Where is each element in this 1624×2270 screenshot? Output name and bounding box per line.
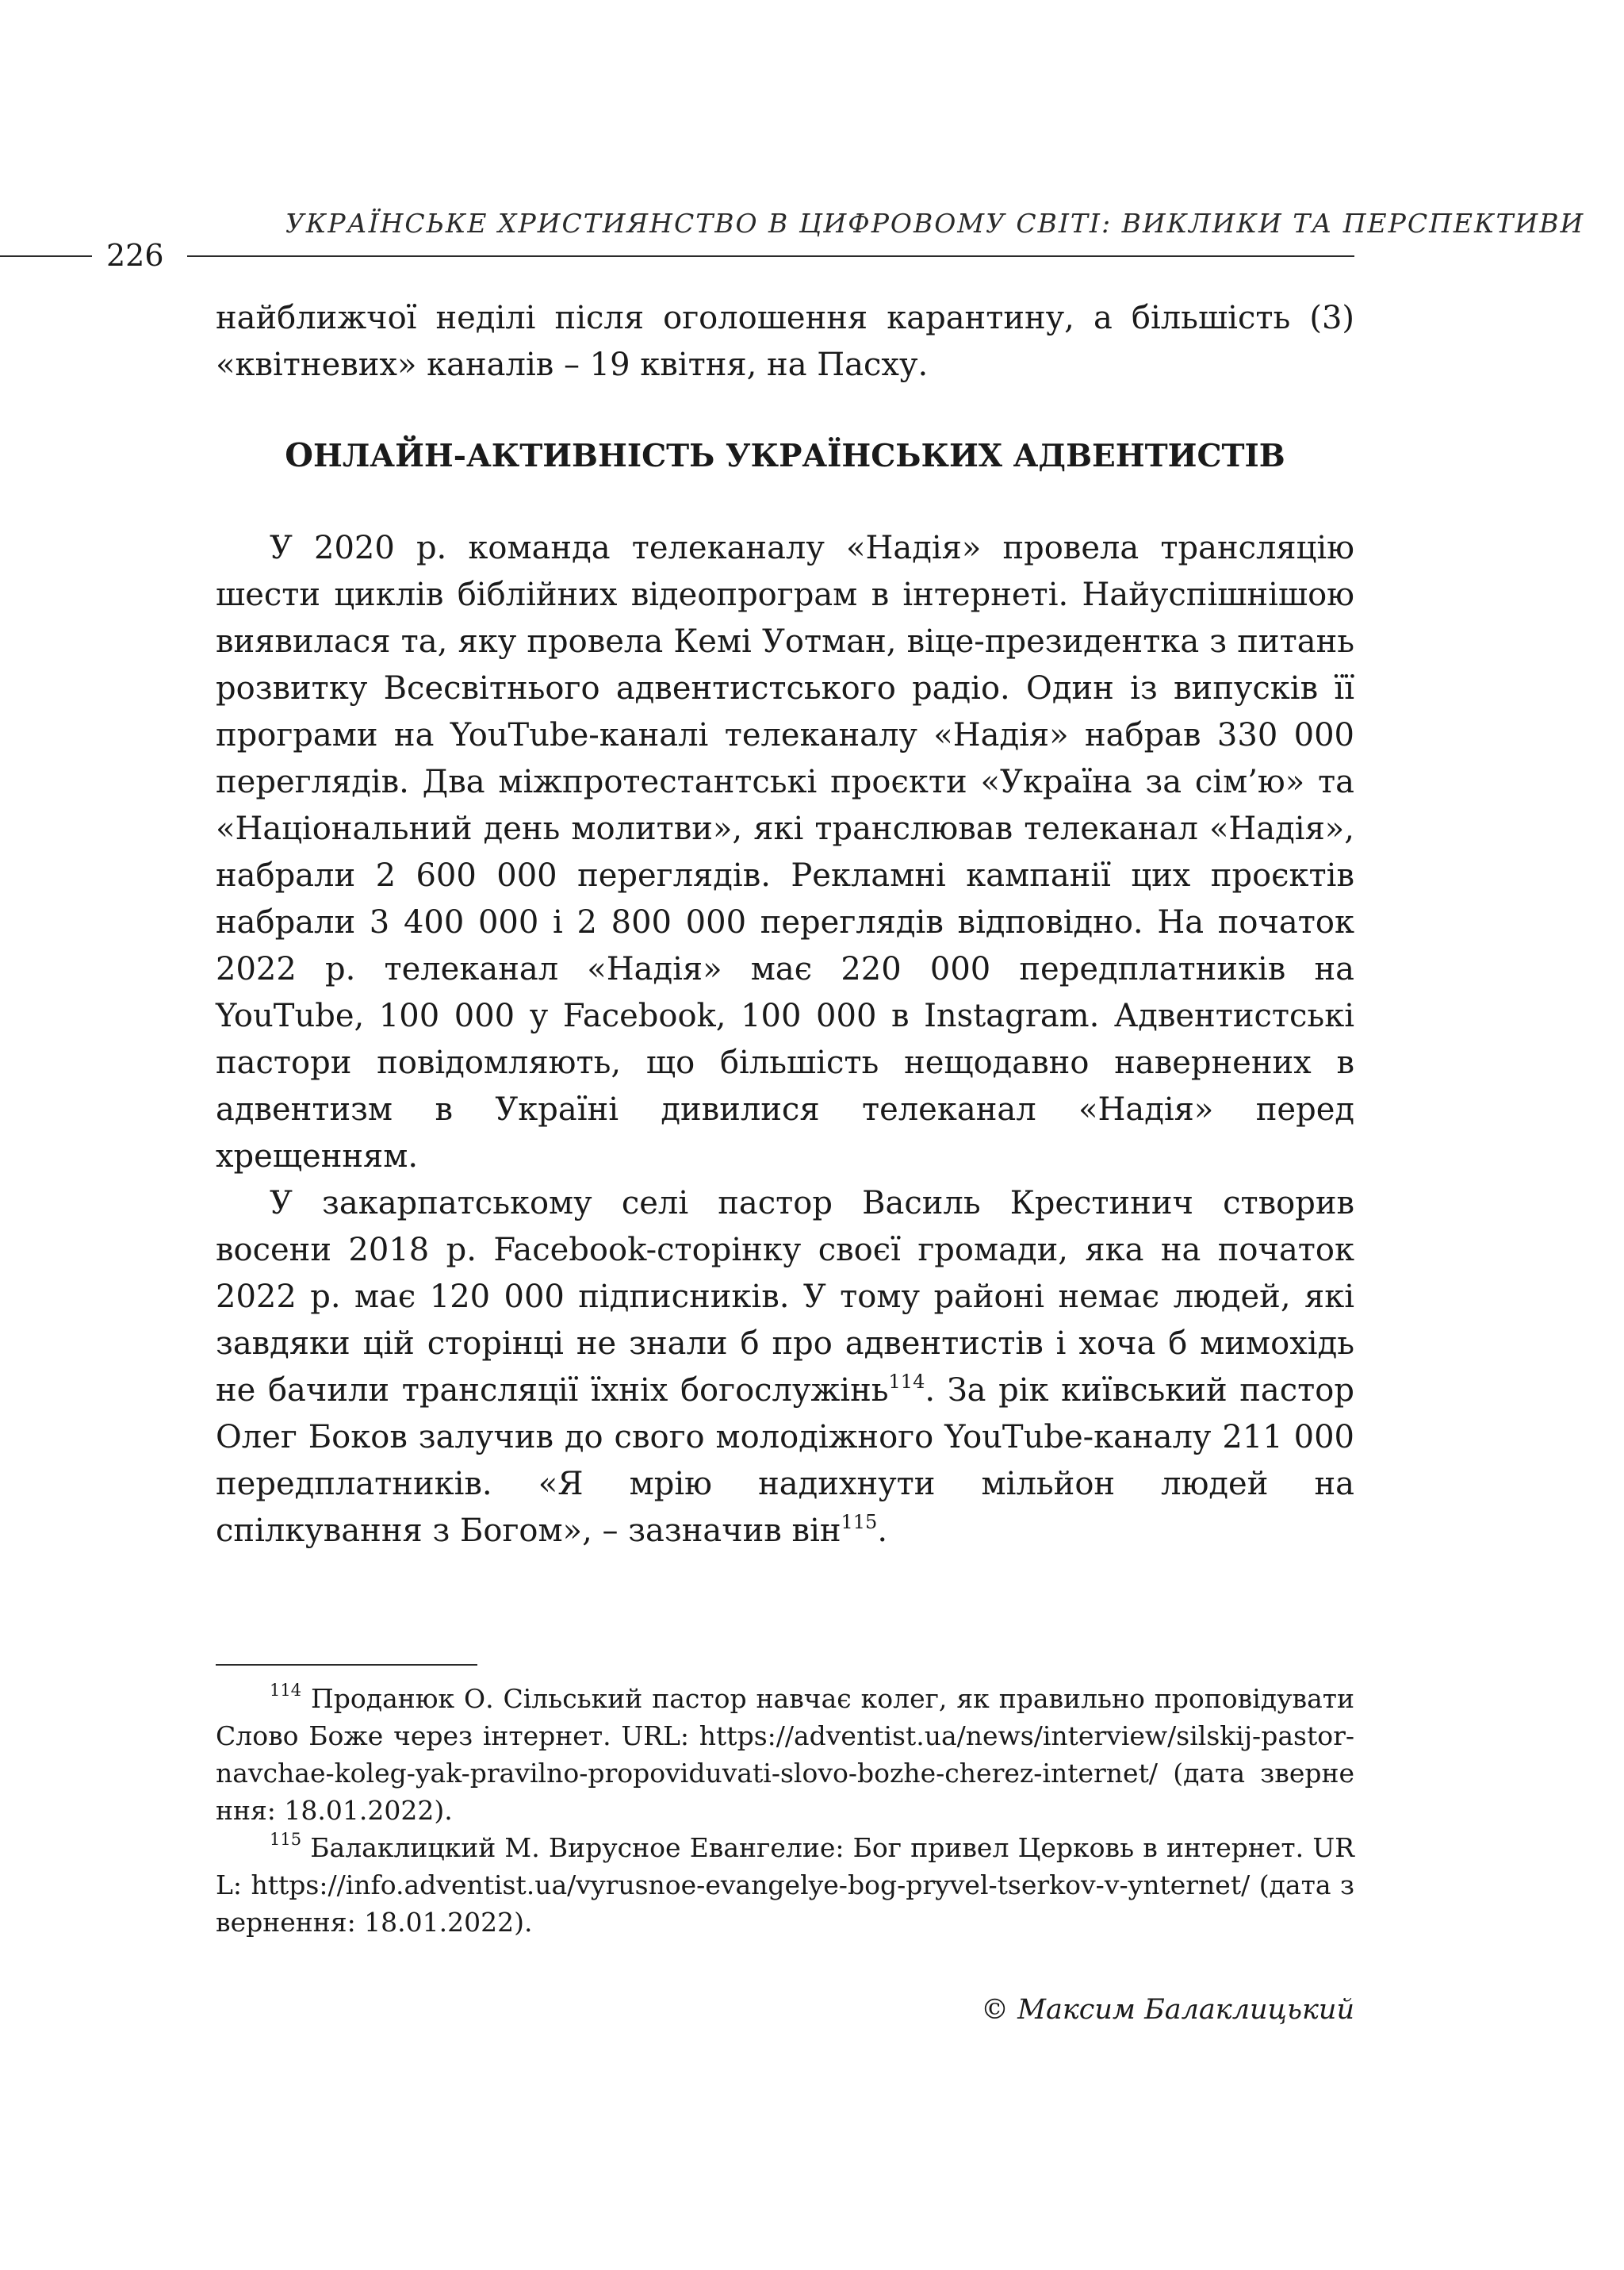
author-credit: © Максим Балаклицький [981,1994,1354,2026]
footnote-text: Проданюк О. Сільський пастор навчає колег, як правильно проповідувати Слово Боже через інтернет. URL: https://adventist.ua/news/interview/silskij-pastor-navchae-koleg-yak-pravilno-propoviduvati-slovo-bozhe-cherez-internet/ (дата звернення: 18.01.2022). [216,1683,1354,1826]
page-number: 226 [106,238,164,273]
footnote-number: 115 [270,1830,302,1849]
paragraph-1: У 2020 р. команда телеканалу «Надія» провела трансляцію шести циклів біблійних відеопрограм в інтернеті. Найуспішнішою виявилася та, яку провела Кемі Уотман, віце-президентка з питань розвитку Всесвітнього адвентистського радіо. Один із випусків її програми на YouTube-каналі телеканалу «Надія» набрав 330 000 переглядів. Два міжпротестантські проєкти «Україна за сім’ю» та «Національний день молитви», які транслював телеканал «Надія», набрали 2 600 000 переглядів. Рекламні кампанії цих проєктів набрали 3 400 000 і 2 800 000 переглядів відповідно. На початок 2022 р. телеканал «Надія» має 220 000 передплатників на YouTube, 100 000 у Facebook, 100 000 в Instagram. Адвентистські пастори повідомляють, що більшість нещодавно навернених в адвентизм в Україні дивилися телеканал «Надія» перед хрещенням. [216,530,1354,1175]
footnote-text: Балаклицкий М. Вирусное Евангелие: Бог привел Церковь в интернет. URL: https://info.adventist.ua/vyrusnoe-evangelye-bog-pryvel-tserkov-v-ynternet/ (дата звернення: 18.01.2022). [216,1832,1354,1938]
running-title: УКРАЇНСЬКЕ ХРИСТИЯНСТВО В ЦИФРОВОМУ СВІТІ: ВИКЛИКИ ТА ПЕРСПЕКТИВИ [285,208,1585,239]
footnote-ref-115[interactable]: 115 [841,1510,878,1533]
footnote-separator [216,1664,477,1666]
section-heading-rest: НЛАЙН-АКТИВНІСТЬ УКРАЇНСЬКИХ АДВЕНТИСТІВ [312,438,1285,474]
footnotes [216,1680,1354,1941]
paragraph-2-part-b: . За рік київський пастор Олег Боков залучив до свого молодіжного YouTube-каналу 211 000 передплатників. «Я мрію надихнути мільйон людей на спілкування з Богом», – зазначив він [216,1372,1354,1549]
continuation-text: найближчої неділі після оголошення карантину, а більшість (3) «квітневих» каналів – 19 квітня, на Пасху. [216,300,1354,383]
footnote-number: 114 [270,1681,302,1700]
continuation-paragraph [216,295,1354,389]
footnote-ref-114[interactable]: 114 [888,1370,925,1393]
paragraph-2 [216,1180,1354,1555]
main-text [216,525,1354,1555]
header-rule-left [0,255,92,257]
paragraph-2-part-a: У закарпатському селі пастор Василь Крестинич створив восени 2018 р. Facebook-сторінку своєї громади, яка на початок 2022 р. має 120 000 підписників. У тому районі немає людей, які завдяки цій сторінці не знали б про адвентистів і хоча б мимохідь не бачили трансляції їхніх богослужінь [216,1185,1354,1409]
footnote-115 [216,1829,1354,1941]
section-heading-initial: О [285,436,313,474]
footnote-114 [216,1680,1354,1829]
paragraph-2-part-c: . [877,1513,888,1549]
section-heading [216,433,1354,478]
header-rule-right [187,255,1354,257]
